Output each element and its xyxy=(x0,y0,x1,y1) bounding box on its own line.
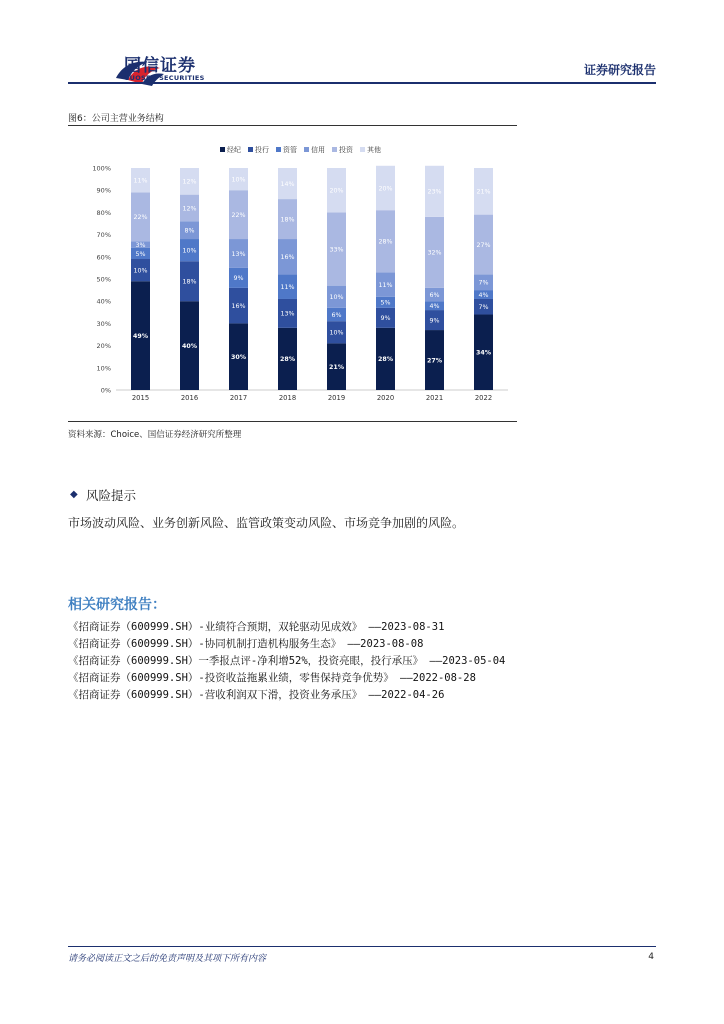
risk-heading: 风险提示 xyxy=(86,488,137,503)
data-label: 33% xyxy=(329,246,344,254)
data-label: 5% xyxy=(380,299,391,307)
legend-label: 投行 xyxy=(255,146,269,154)
legend-swatch xyxy=(332,147,337,152)
x-tick-label: 2017 xyxy=(229,394,248,402)
legend-label: 经纪 xyxy=(227,146,241,154)
data-label: 18% xyxy=(280,216,295,224)
data-label: 34% xyxy=(475,349,492,357)
y-tick-label: 30% xyxy=(96,319,111,328)
y-tick-label: 10% xyxy=(96,364,111,373)
related-report-item: 《招商证券（600999.SH）-投资收益拖累业绩，零售保持竞争优势》 ——2022-08-28 xyxy=(68,672,476,684)
legend-label: 资管 xyxy=(283,146,297,154)
legend-swatch xyxy=(248,147,253,152)
data-label: 9% xyxy=(380,315,391,323)
data-label: 11% xyxy=(133,177,148,185)
data-label: 16% xyxy=(231,302,246,310)
data-label: 16% xyxy=(280,254,295,262)
data-label: 11% xyxy=(378,281,393,289)
data-label: 9% xyxy=(429,317,440,325)
legend-swatch xyxy=(360,147,365,152)
legend-label: 信用 xyxy=(311,146,325,154)
data-label: 6% xyxy=(429,291,440,299)
related-report-item: 《招商证券（600999.SH）-协同机制打造机构服务生态》 ——2023-08-08 xyxy=(68,638,424,650)
y-tick-label: 50% xyxy=(96,275,111,284)
data-label: 9% xyxy=(233,275,244,283)
diamond-bullet-icon: ◆ xyxy=(70,489,78,500)
legend-label: 其他 xyxy=(367,146,381,154)
data-label: 13% xyxy=(280,310,295,318)
footer-disclaimer: 请务必阅读正文之后的免责声明及其项下所有内容 xyxy=(68,954,267,964)
data-label: 3% xyxy=(135,241,146,249)
y-tick-label: 40% xyxy=(96,297,111,306)
data-label: 30% xyxy=(230,354,247,361)
x-tick-label: 2021 xyxy=(425,394,444,402)
y-tick-label: 100% xyxy=(92,164,111,173)
x-tick-label: 2020 xyxy=(376,394,395,402)
data-label: 6% xyxy=(331,311,342,319)
header-divider xyxy=(68,82,656,84)
data-label: 23% xyxy=(427,188,442,196)
figure-source: 资料来源：Choice、国信证券经济研究所整理 xyxy=(68,430,242,440)
related-reports-list xyxy=(68,619,505,704)
data-label: 18% xyxy=(182,278,197,286)
data-label: 21% xyxy=(328,363,345,371)
data-label: 5% xyxy=(135,250,146,258)
x-tick-label: 2022 xyxy=(474,394,493,402)
data-label: 10% xyxy=(133,267,148,275)
related-report-item: 《招商证券（600999.SH）-营收利润双下滑，投资业务承压》 ——2022-04-26 xyxy=(68,689,445,701)
logo-english-name: GUOSEN SECURITIES xyxy=(124,74,205,82)
report-type-title: 证券研究报告 xyxy=(583,63,656,77)
data-label: 20% xyxy=(378,185,393,193)
data-label: 4% xyxy=(429,302,440,310)
figure-caption: 图6：公司主营业务结构 xyxy=(68,114,164,124)
data-label: 10% xyxy=(182,247,197,255)
data-label: 28% xyxy=(279,356,296,364)
data-label: 8% xyxy=(184,227,195,235)
data-label: 28% xyxy=(378,238,393,246)
data-label: 10% xyxy=(329,329,344,337)
y-tick-label: 90% xyxy=(96,186,111,195)
data-label: 21% xyxy=(476,188,491,196)
data-label: 27% xyxy=(426,357,443,365)
legend-swatch xyxy=(276,147,281,152)
figure-top-rule xyxy=(68,125,517,126)
data-label: 12% xyxy=(182,205,197,213)
data-label: 32% xyxy=(427,249,442,257)
y-tick-label: 70% xyxy=(96,231,111,240)
data-label: 22% xyxy=(231,211,246,219)
x-tick-label: 2018 xyxy=(278,394,297,402)
data-label: 20% xyxy=(329,187,344,195)
data-label: 28% xyxy=(377,356,394,364)
related-report-item: 《招商证券（600999.SH）-业绩符合预期，双轮驱动见成效》 ——2023-08-31 xyxy=(68,621,445,633)
x-tick-label: 2016 xyxy=(180,394,199,402)
data-label: 7% xyxy=(478,279,489,287)
data-label: 13% xyxy=(231,250,246,258)
figure-bottom-rule xyxy=(68,421,517,422)
legend-swatch xyxy=(304,147,309,152)
data-label: 27% xyxy=(476,241,491,249)
y-tick-label: 60% xyxy=(96,253,111,262)
y-tick-label: 20% xyxy=(96,342,111,351)
data-label: 10% xyxy=(329,294,344,302)
data-label: 4% xyxy=(478,291,489,299)
business-structure-chart xyxy=(68,138,517,410)
x-tick-label: 2015 xyxy=(131,394,150,402)
logo-chinese-name: 国信证券 xyxy=(124,56,196,76)
legend-swatch xyxy=(220,147,225,152)
footer-divider xyxy=(68,946,656,947)
data-label: 22% xyxy=(133,214,148,222)
data-label: 10% xyxy=(231,176,246,184)
x-tick-label: 2019 xyxy=(327,394,346,402)
y-tick-label: 0% xyxy=(100,386,111,395)
data-label: 14% xyxy=(280,180,295,188)
data-label: 7% xyxy=(478,304,489,312)
data-label: 49% xyxy=(132,332,149,340)
y-tick-label: 80% xyxy=(96,208,111,217)
data-label: 40% xyxy=(181,342,198,350)
legend-label: 投资 xyxy=(339,146,353,154)
data-label: 12% xyxy=(182,178,197,186)
risk-body: 市场波动风险、业务创新风险、监管政策变动风险、市场竞争加剧的风险。 xyxy=(68,516,465,530)
related-report-item: 《招商证券（600999.SH）一季报点评-净利增52%，投资亮眼，投行承压》 ——2023-05-04 xyxy=(68,655,506,667)
page-number: 4 xyxy=(648,952,654,962)
related-reports-heading: 相关研究报告： xyxy=(68,597,166,613)
data-label: 11% xyxy=(280,284,295,292)
